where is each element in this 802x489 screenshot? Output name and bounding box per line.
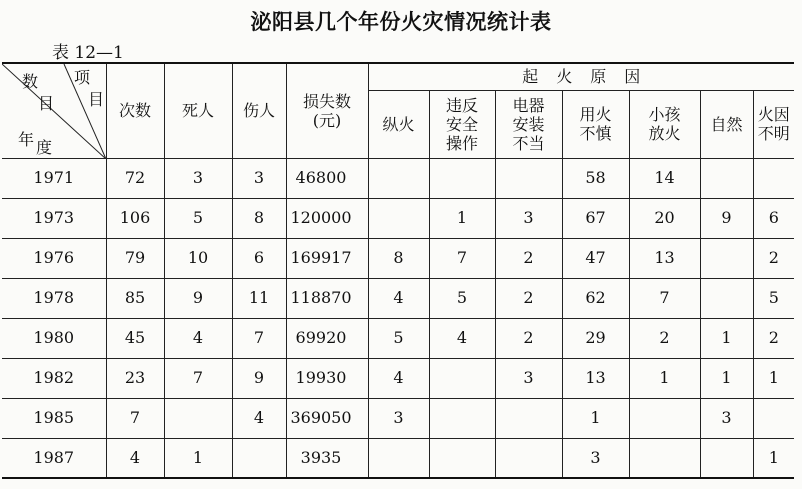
cell-cause-0: 3	[368, 398, 429, 438]
header-cause-line: 不明	[757, 124, 790, 143]
cell-year: 1973	[2, 198, 106, 238]
cell-year: 1987	[2, 438, 106, 478]
cell-loss: 69920	[286, 318, 368, 358]
cell-injuries: 6	[232, 238, 286, 278]
header-cause-4	[629, 90, 700, 158]
cell-cause-6	[753, 398, 794, 438]
cell-cause-3: 13	[562, 358, 629, 398]
cell-cause-4: 13	[629, 238, 700, 278]
header-cause-line: 不慎	[579, 124, 612, 143]
cell-cause-0: 4	[368, 278, 429, 318]
cell-deaths	[164, 398, 232, 438]
header-cause-line: 用火	[579, 105, 612, 124]
cell-cause-2	[495, 398, 562, 438]
cell-cause-6: 1	[753, 438, 794, 478]
cell-cause-1: 1	[429, 198, 495, 238]
cell-cause-4: 2	[629, 318, 700, 358]
cell-loss: 19930	[286, 358, 368, 398]
header-cause-line: 纵火	[382, 114, 415, 134]
header-times: 次数	[106, 63, 164, 158]
cell-cause-5: 9	[700, 198, 753, 238]
cell-times: 72	[106, 158, 164, 198]
header-cause-line: 操作	[445, 133, 478, 153]
header-cause-line: 放火	[648, 124, 681, 143]
corner-year-left: 年	[18, 130, 35, 149]
table-row	[2, 238, 794, 278]
cell-cause-3: 58	[562, 158, 629, 198]
header-loss-line2: (元)	[312, 110, 342, 130]
cell-cause-2: 2	[495, 278, 562, 318]
cell-year: 1985	[2, 398, 106, 438]
corner-item-top: 项	[74, 68, 91, 87]
cell-deaths: 10	[164, 238, 232, 278]
cell-times: 23	[106, 358, 164, 398]
table-row	[2, 198, 794, 238]
cell-loss: 46800	[286, 158, 368, 198]
cell-year: 1971	[2, 158, 106, 198]
cell-times: 85	[106, 278, 164, 318]
cell-times: 4	[106, 438, 164, 478]
header-causes-group: 起火原因	[368, 63, 794, 90]
cell-cause-6	[753, 158, 794, 198]
corner-count-top: 数	[22, 72, 39, 91]
cell-cause-3: 29	[562, 318, 629, 358]
cell-cause-1	[429, 358, 495, 398]
cell-cause-1: 4	[429, 318, 495, 358]
cell-cause-6: 2	[753, 318, 794, 358]
table-row	[2, 438, 794, 478]
cell-cause-6: 2	[753, 238, 794, 278]
header-cause-line: 自然	[710, 114, 743, 134]
cell-cause-6: 5	[753, 278, 794, 318]
cell-times: 45	[106, 318, 164, 358]
cell-deaths: 3	[164, 158, 232, 198]
cell-loss: 118870	[286, 278, 368, 318]
cell-cause-4: 20	[629, 198, 700, 238]
cell-cause-0	[368, 438, 429, 478]
header-row-1	[2, 63, 794, 90]
header-cause-line: 不当	[512, 133, 545, 153]
cell-cause-1: 5	[429, 278, 495, 318]
table-row	[2, 398, 794, 438]
header-cause-line: 安全	[445, 114, 478, 134]
table-row	[2, 278, 794, 318]
cell-cause-2: 2	[495, 238, 562, 278]
header-cause-line: 火因	[757, 105, 790, 124]
cell-cause-3: 67	[562, 198, 629, 238]
cell-cause-5: 3	[700, 398, 753, 438]
header-cause-3	[562, 90, 629, 158]
header-cause-line: 违反	[445, 95, 478, 115]
cell-times: 106	[106, 198, 164, 238]
table-row	[2, 318, 794, 358]
header-loss	[286, 63, 368, 158]
cell-cause-0	[368, 198, 429, 238]
cell-cause-2	[495, 438, 562, 478]
cell-cause-3: 1	[562, 398, 629, 438]
cell-year: 1976	[2, 238, 106, 278]
cell-cause-2	[495, 158, 562, 198]
cell-loss: 3935	[286, 438, 368, 478]
page-title: 泌阳县几个年份火灾情况统计表	[250, 10, 552, 34]
cell-year: 1978	[2, 278, 106, 318]
cell-deaths: 9	[164, 278, 232, 318]
cell-injuries	[232, 438, 286, 478]
cell-times: 7	[106, 398, 164, 438]
cell-cause-1	[429, 438, 495, 478]
table-row	[2, 358, 794, 398]
cell-injuries: 11	[232, 278, 286, 318]
cell-cause-6: 1	[753, 358, 794, 398]
cell-year: 1980	[2, 318, 106, 358]
cell-deaths: 5	[164, 198, 232, 238]
header-cause-line: 小孩	[648, 105, 681, 124]
header-cause-5	[700, 90, 753, 158]
diagonal-corner-header	[2, 63, 106, 158]
cell-times: 79	[106, 238, 164, 278]
cell-cause-4	[629, 398, 700, 438]
header-cause-line: 电器	[512, 95, 545, 115]
cell-cause-4: 14	[629, 158, 700, 198]
cell-injuries: 9	[232, 358, 286, 398]
header-loss-line1: 损失数	[302, 91, 351, 111]
table-number: 表 12—1	[52, 43, 124, 63]
cell-cause-1	[429, 398, 495, 438]
cell-cause-1: 7	[429, 238, 495, 278]
cell-cause-6: 6	[753, 198, 794, 238]
table-row	[2, 158, 794, 198]
header-cause-line: 安装	[512, 114, 545, 134]
cell-cause-5	[700, 438, 753, 478]
cell-cause-5	[700, 238, 753, 278]
cell-injuries: 8	[232, 198, 286, 238]
cell-deaths: 1	[164, 438, 232, 478]
cell-cause-0: 5	[368, 318, 429, 358]
cell-loss: 369050	[286, 398, 368, 438]
cell-injuries: 7	[232, 318, 286, 358]
header-cause-2	[495, 90, 562, 158]
cell-cause-5	[700, 278, 753, 318]
corner-item-bottom: 目	[88, 90, 105, 109]
cell-cause-2: 2	[495, 318, 562, 358]
cell-deaths: 4	[164, 318, 232, 358]
cell-deaths: 7	[164, 358, 232, 398]
header-cause-0	[368, 90, 429, 158]
cell-cause-4: 7	[629, 278, 700, 318]
cell-cause-2: 3	[495, 198, 562, 238]
cell-cause-2: 3	[495, 358, 562, 398]
cell-cause-0	[368, 158, 429, 198]
cell-cause-4	[629, 438, 700, 478]
header-cause-1	[429, 90, 495, 158]
corner-count-bottom: 目	[38, 94, 55, 113]
cell-cause-5: 1	[700, 358, 753, 398]
header-deaths: 死人	[164, 63, 232, 158]
cell-cause-3: 47	[562, 238, 629, 278]
cell-cause-0: 4	[368, 358, 429, 398]
cell-year: 1982	[2, 358, 106, 398]
table-body	[2, 158, 794, 478]
cell-cause-3: 3	[562, 438, 629, 478]
cell-cause-0: 8	[368, 238, 429, 278]
fire-statistics-table	[2, 62, 794, 479]
cell-injuries: 4	[232, 398, 286, 438]
cell-cause-5	[700, 158, 753, 198]
cell-loss: 120000	[286, 198, 368, 238]
cell-cause-1	[429, 158, 495, 198]
cell-cause-4: 1	[629, 358, 700, 398]
corner-year-right: 度	[36, 138, 53, 157]
header-injuries: 伤人	[232, 63, 286, 158]
cell-loss: 169917	[286, 238, 368, 278]
cell-cause-3: 62	[562, 278, 629, 318]
header-cause-6	[753, 90, 794, 158]
cell-injuries: 3	[232, 158, 286, 198]
cell-cause-5: 1	[700, 318, 753, 358]
